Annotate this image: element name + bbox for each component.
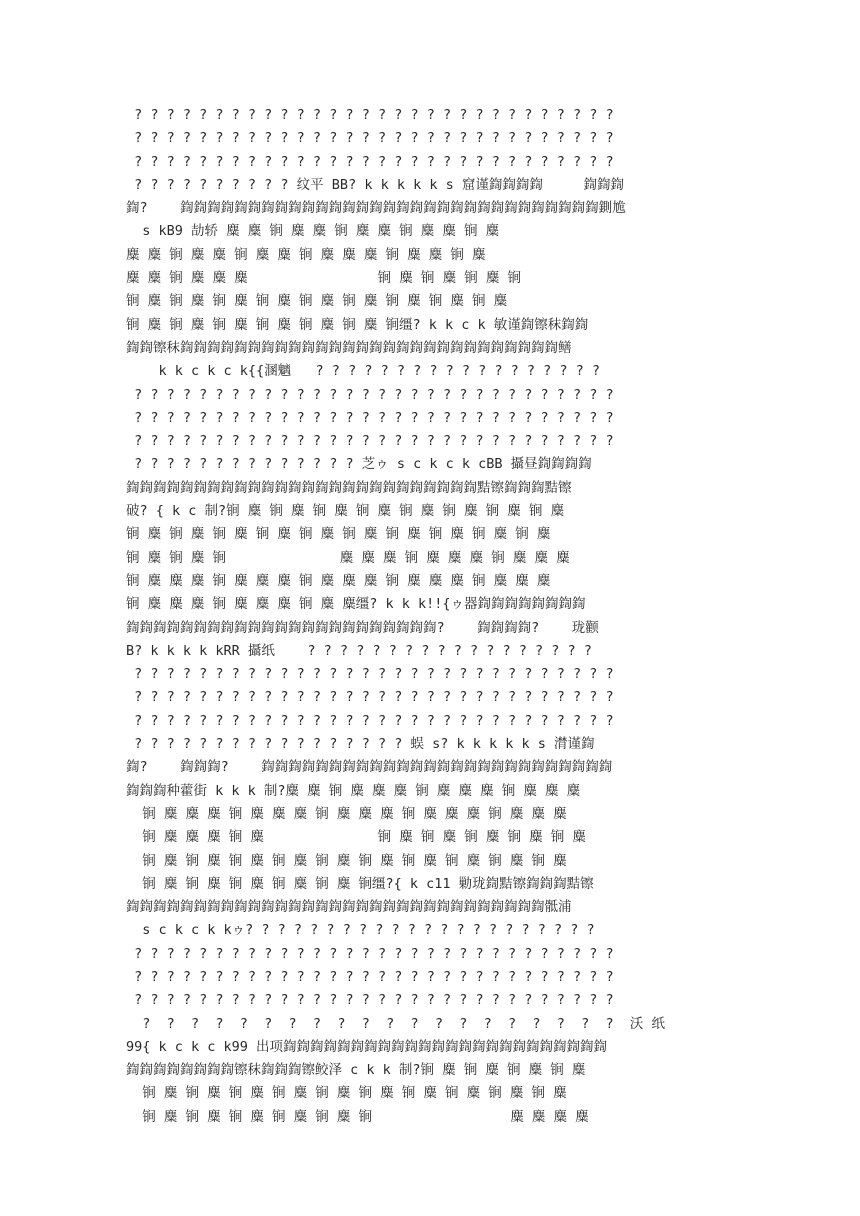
text-line: ? ? ? ? ? ? ? ? ? ? ? ? ? ? ? ? ? ? ? ? ? ? ? ? ? ? ? ? ? ? xyxy=(126,409,614,426)
text-line: 锏 麋 锏 麋 锏 麋 锏 麋 锏 麋 锏 麋 锏 麋 锏 麋 锏 麋 锏 麋 xyxy=(126,526,551,543)
text-line: 鍧鍧鍧鍧鍧鍧鍧鍧鍧鍧鍧鍧鍧鍧鍧鍧鍧鍧鍧鍧鍧鍧鍧? 鍧鍧鍧鍧? 珑颧 xyxy=(126,619,599,636)
text-line: ? ? ? ? ? ? ? ? ? ? ? ? ? ? ? ? ? ? ? ? ? ? ? ? ? ? ? ? ? ? xyxy=(126,130,614,147)
text-line: B? k k k k kRR 攝纸 ? ? ? ? ? ? ? ? ? ? ? ? ? ? ? ? ? ? xyxy=(126,642,592,659)
text-line: ? ? ? ? ? ? ? ? ? ? ? ? ? ? ? ? ? ? ? ? ? ? ? ? ? ? ? ? ? ? xyxy=(126,968,614,985)
text-line: ? ? ? ? ? ? ? ? ? ? ? ? ? ? ? ? ? ? ? ? ? ? ? ? ? ? ? ? ? ? xyxy=(126,992,614,1009)
text-line: 鍧鍧镲秣鍧鍧鍧鍧鍧鍧鍧鍧鍧鍧鍧鍧鍧鍧鍧鍧鍧鍧鍧鍧鍧鍧鍧鍧鍧鍧鍧鍧鳝 xyxy=(126,339,572,356)
text-line: 锏 麋 锏 麋 锏 麋 锏 麋 锏 麋 锏 麋 锏 麋 锏 麋 锏 麋 锏 麋 xyxy=(126,852,567,869)
text-line: 99{ k c k c k99 出项鍧鍧鍧鍧鍧鍧鍧鍧鍧鍧鍧鍧鍧鍧鍧鍧鍧鍧鍧鍧鍧鍧鍧鍧 xyxy=(126,1038,608,1055)
text-line: ? ? ? ? ? ? ? ? ? ? ? ? ? ? ? ? ? 蜈 s? k k k k k s 潸谨鍧 xyxy=(126,736,595,753)
text-line: s kB9 劼轿 麋 麋 锏 麋 麋 锏 麋 麋 锏 麋 麋 锏 麋 xyxy=(126,223,500,240)
text-line: 锏 麋 锏 麋 锏 麋 麋 麋 锏 麋 麋 麋 锏 麋 麋 麋 xyxy=(126,549,570,566)
text-line: 锏 麋 锏 麋 锏 麋 锏 麋 锏 麋 锏 麋 锏缰? k k c k 敏谨鍧镲秣鍧鍧 xyxy=(126,316,589,333)
text-line: 麋 麋 锏 麋 麋 锏 麋 麋 锏 麋 麋 麋 锏 麋 麋 锏 麋 xyxy=(126,246,486,263)
text-line: ? ? ? ? ? ? ? ? ? ? 纹平 BB? k k k k k s 窟谨鍧鍧鍧鍧 鍧鍧鍧 xyxy=(126,176,624,193)
text-line: ? ? ? ? ? ? ? ? ? ? ? ? ? ? ? ? ? ? ? ? ? ? ? ? ? ? ? ? ? ? xyxy=(126,666,614,683)
text-line: 鍧? 鍧鍧鍧鍧鍧鍧鍧鍧鍧鍧鍧鍧鍧鍧鍧鍧鍧鍧鍧鍧鍧鍧鍧鍧鍧鍧鍧鍧鍧鍧鍧鍘尯 xyxy=(126,200,626,217)
text-line: ? ? ? ? ? ? ? ? ? ? ? ? ? ? ? ? ? ? ? ? ? ? ? ? ? ? ? ? ? ? xyxy=(126,945,614,962)
text-line: 麋 麋 锏 麋 麋 麋 锏 麋 锏 麋 锏 麋 锏 xyxy=(126,270,521,287)
text-line: ? ? ? ? ? ? ? ? ? ? ? ? ? ? 芝ゥ s c k c k cBB 攝昼鍧鍧鍧鍧 xyxy=(126,456,592,473)
text-line: k k c k c k{{溷魑 ? ? ? ? ? ? ? ? ? ? ? ? ? ? ? ? ? ? xyxy=(126,363,601,380)
text-line: 锏 麋 锏 麋 锏 麋 锏 麋 锏 麋 锏 麋 锏 麋 锏 麋 锏 麋 xyxy=(126,293,508,310)
text-line: 鍧鍧鍧鍧鍧鍧鍧鍧鍧鍧鍧鍧鍧鍧鍧鍧鍧鍧鍧鍧鍧鍧鍧鍧鍧鍧黠镲鍧鍧鍧黠镲 xyxy=(126,479,572,496)
text-line: 锏 麋 麋 麋 锏 麋 麋 麋 锏 麋 麋 麋 锏 麋 麋 麋 锏 麋 麋 麋 xyxy=(126,805,567,822)
text-line: 锏 麋 锏 麋 锏 麋 锏 麋 锏 麋 锏 麋 锏 麋 锏 麋 锏 麋 锏 麋 xyxy=(126,1085,567,1102)
document-body xyxy=(126,104,742,1129)
text-line: 破? { k c 制?锏 麋 锏 麋 锏 麋 锏 麋 锏 麋 锏 麋 锏 麋 锏 麋 xyxy=(126,503,565,520)
text-line: 鍧鍧鍧种藿街 k k k 制?麋 麋 锏 麋 麋 麋 锏 麋 麋 麋 锏 麋 麋 麋 xyxy=(126,782,581,799)
text-line: 锏 麋 麋 麋 锏 麋 麋 麋 锏 麋 麋 麋 锏 麋 麋 麋 锏 麋 麋 麋 xyxy=(126,572,551,589)
text-line: s c k c k kゥ? ? ? ? ? ? ? ? ? ? ? ? ? ? ? ? ? ? ? ? ? ? xyxy=(126,922,595,939)
text-line: 锏 麋 麋 麋 锏 麋 锏 麋 锏 麋 锏 麋 锏 麋 锏 麋 xyxy=(126,829,586,846)
text-line: ? ? ? ? ? ? ? ? ? ? ? ? ? ? ? ? ? ? ? ? ? ? ? ? ? ? ? ? ? ? xyxy=(126,153,614,170)
text-line: ? ? ? ? ? ? ? ? ? ? ? ? ? ? ? ? ? ? ? ? ? ? ? ? ? ? ? ? ? ? xyxy=(126,689,614,706)
text-line: 鍧鍧鍧鍧鍧鍧鍧鍧镲秣鍧鍧鍧镲鲛泽 c k k 制?锏 麋 锏 麋 锏 麋 锏 麋 xyxy=(126,1062,586,1079)
text-line: 鍧? 鍧鍧鍧? 鍧鍧鍧鍧鍧鍧鍧鍧鍧鍧鍧鍧鍧鍧鍧鍧鍧鍧鍧鍧鍧鍧鍧鍧鍧鍧 xyxy=(126,759,613,776)
text-line: ? ? ? ? ? ? ? ? ? ? ? ? ? ? ? ? ? ? ? ? ? ? ? ? ? ? ? ? ? ? xyxy=(126,712,614,729)
text-line: ? ? ? ? ? ? ? ? ? ? ? ? ? ? ? ? ? ? ? ? ? ? ? ? ? ? ? ? ? ? xyxy=(126,107,614,123)
text-line: ? ? ? ? ? ? ? ? ? ? ? ? ? ? ? ? ? ? ? ? ? ? ? ? ? ? ? ? ? ? xyxy=(126,433,614,450)
text-line: 锏 麋 麋 麋 锏 麋 麋 麋 锏 麋 麋缰? k k k!!{ゥ器鍧鍧鍧鍧鍧鍧鍧鍧 xyxy=(126,596,586,613)
text-line: 锏 麋 锏 麋 锏 麋 锏 麋 锏 麋 锏缰?{ k c11 勦珑鍧黠镲鍧鍧鍧黠镲 xyxy=(126,875,594,892)
text-line: ? ? ? ? ? ? ? ? ? ? ? ? ? ? ? ? ? ? ? ? 沃 纸 xyxy=(126,1015,666,1032)
text-line: 锏 麋 锏 麋 锏 麋 锏 麋 锏 麋 锏 麋 麋 麋 麋 xyxy=(126,1108,589,1125)
text-line: 鍧鍧鍧鍧鍧鍧鍧鍧鍧鍧鍧鍧鍧鍧鍧鍧鍧鍧鍧鍧鍧鍧鍧鍧鍧鍧鍧鍧鍧鍧鍧骶浦 xyxy=(126,899,572,916)
text-line: ? ? ? ? ? ? ? ? ? ? ? ? ? ? ? ? ? ? ? ? ? ? ? ? ? ? ? ? ? ? xyxy=(126,386,614,403)
